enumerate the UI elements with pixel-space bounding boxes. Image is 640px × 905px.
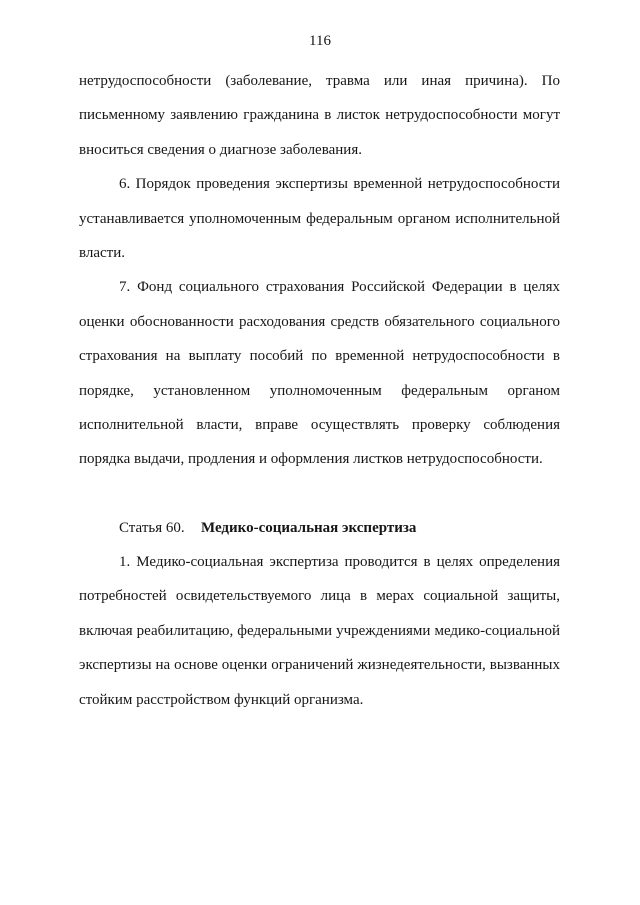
text-line: стойким расстройством функций организма.: [79, 691, 364, 708]
text-line: порядка выдачи, продления и оформления листков нетрудоспособности.: [79, 451, 543, 468]
page-number: 116: [309, 33, 331, 49]
text-line: власти.: [79, 244, 126, 261]
text-line: 7. Фонд социального страхования Российской Федерации в целях: [119, 279, 560, 296]
article-paragraph-1: [79, 545, 560, 717]
text-line: вноситься сведения о диагнозе заболевания.: [79, 141, 362, 158]
text-line: порядке, установленном уполномоченным федеральным органом: [79, 382, 560, 399]
text-line: страхования на выплату пособий по временной нетрудоспособности в: [79, 348, 560, 365]
text-line: 6. Порядок проведения экспертизы временной нетрудоспособности: [119, 176, 560, 193]
article-title: Медико-социальная экспертиза: [201, 519, 417, 536]
text-line: письменному заявлению гражданина в листок нетрудоспособности могут: [79, 107, 560, 124]
text-line: нетрудоспособности (заболевание, травма или иная причина). По: [79, 73, 560, 89]
paragraph-7: [79, 270, 560, 476]
paragraph-6: [79, 167, 560, 270]
text-line: оценки обоснованности расходования средств обязательного социального: [79, 313, 560, 330]
text-line: включая реабилитацию, федеральными учреждениями медико-социальной: [79, 622, 560, 639]
text-line: 1. Медико-социальная экспертиза проводится в целях определения: [119, 554, 560, 571]
page-body: [79, 64, 560, 717]
paragraph-continuation: [79, 64, 560, 167]
text-line: устанавливается уполномоченным федеральным органом исполнительной: [79, 210, 560, 227]
article-number: Статья 60.: [119, 519, 185, 536]
text-line: исполнительной власти, вправе осуществлять проверку соблюдения: [79, 416, 560, 433]
text-line: потребностей освидетельствуемого лица в мерах социальной защиты,: [79, 588, 560, 605]
section-spacer: [79, 477, 560, 511]
article-heading: [79, 511, 560, 545]
text-line: экспертизы на основе оценки ограничений жизнедеятельности, вызванных: [79, 657, 560, 674]
